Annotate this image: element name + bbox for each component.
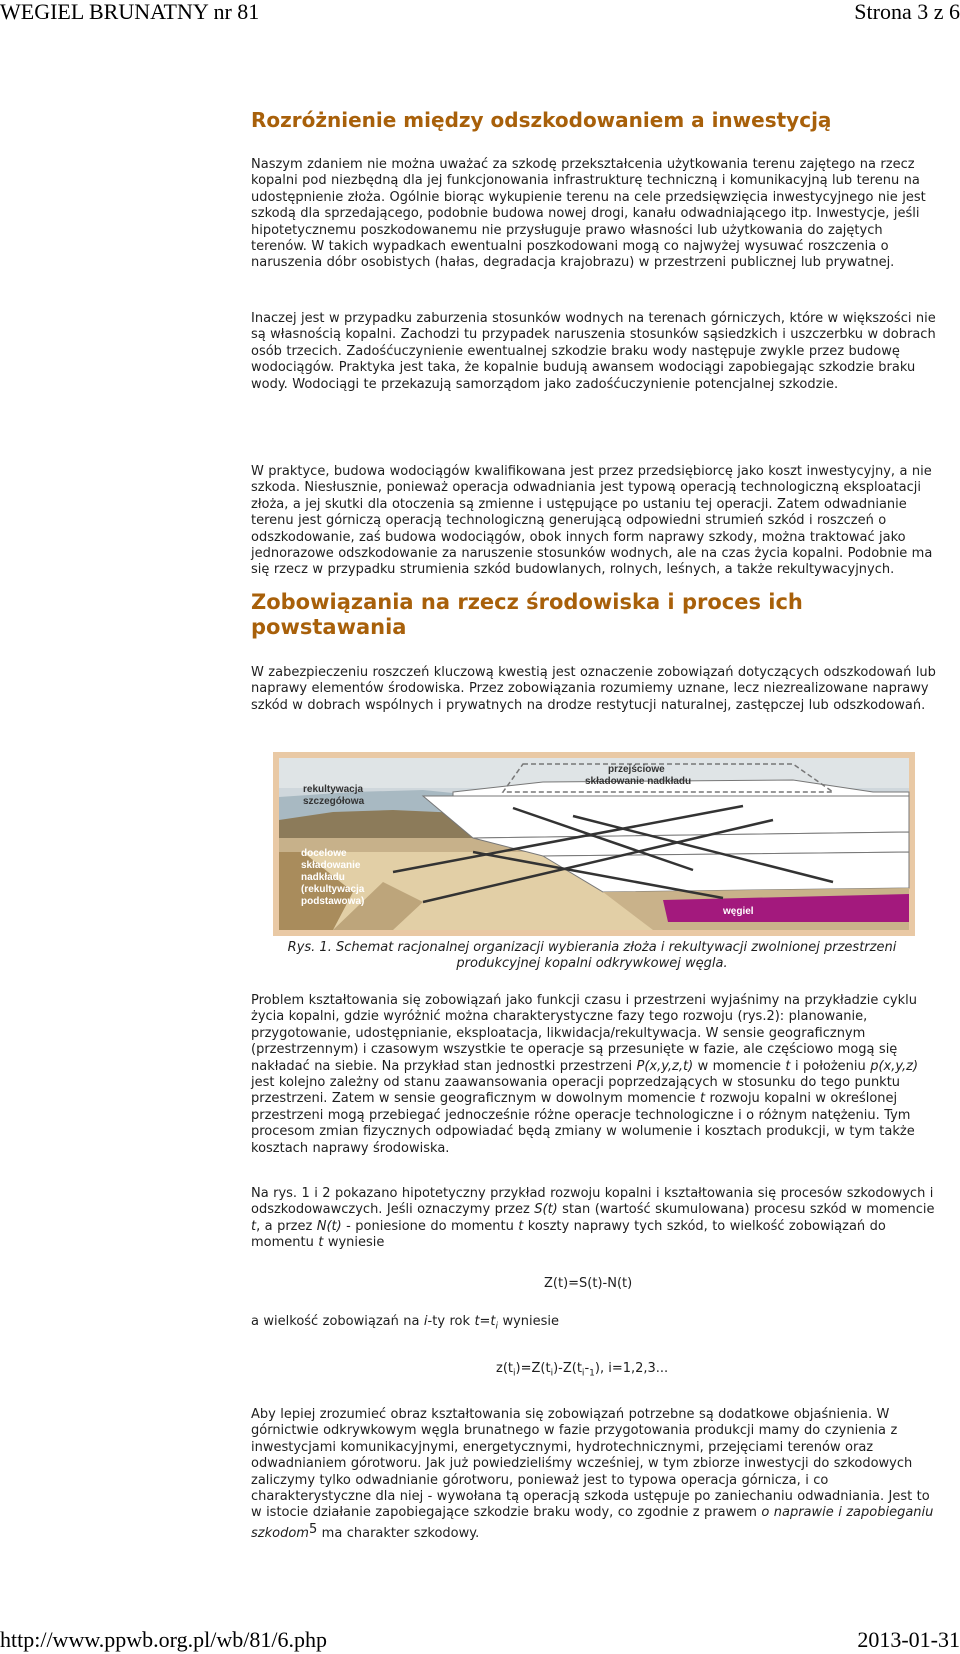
footer-url: http://www.ppwb.org.pl/wb/81/6.php xyxy=(0,1627,327,1652)
text-run: a wielkość zobowiązań na xyxy=(251,1314,424,1329)
math-symbol: t xyxy=(518,1218,524,1234)
label-przejsciowe: składowanie nadkładu xyxy=(585,776,692,787)
formula-z: Z(t)=S(t)-N(t) xyxy=(544,1276,633,1291)
text-run: )-Z(t xyxy=(553,1361,582,1376)
paragraph: Inaczej jest w przypadku zaburzenia stosunków wodnych na terenach górniczych, które w większości nie są własnością kopalni. Zachodzi tu przypadek naruszenia stosunków sąsiedzkich i uszczerbku w dobrach osób trzecich. Zadośćuczynienie ewentualnej szkodzie braku wody następuje zwykle przez budowę wodociągów. Praktyka jest taka, że kopalnie budują awansem wodociągi zapobiegając szkodzie braku wody. Wodociągi te przekazują samorządom jako zadośćuczynienie potencjalnej szkodzie. xyxy=(251,311,936,392)
text-run: wyniesie xyxy=(323,1235,385,1251)
math-symbol: S(t) xyxy=(534,1202,558,1218)
math-symbol: t xyxy=(251,1218,257,1234)
text-run: Aby lepiej zrozumieć obraz kształtowania się zobowiązań potrzebne są dodatkowe objaśnienia. W górnictwie odkrywkowym węgla brunatnego w fazie przygotowania produkcji mamy do czynienia z inwestycjami komunikacyjnymi, energetycznymi, hydrotechnicznymi, przejęciami terenów oraz odwadnianiem górotworu. Jak już powiedzieliśmy wcześniej, w tym zbiorze inwestycji do szkodowych zaliczymy tylko odwadnianie górotworu, ponieważ jest to typowa operacja górnicza, i co charakterystyczne dla niej - wywołana tą operacją szkoda ustępuje po zaniechaniu odwadniania. Jest to w istocie działanie zapobiegające szkodzie braku wody, co zgodnie z prawem xyxy=(251,1407,930,1521)
mine-schematic-diagram xyxy=(273,752,915,936)
math-subscript: i xyxy=(581,1368,585,1379)
text-run: i położeniu xyxy=(790,1058,871,1074)
text-run: ma charakter szkodowy. xyxy=(317,1525,480,1541)
label-przejsciowe: przejściowe xyxy=(608,764,665,775)
label-rekultywacja: szczegółowa xyxy=(303,796,365,807)
math-symbol: p(x,y,z) xyxy=(870,1058,919,1074)
math-symbol: t xyxy=(318,1235,324,1251)
math-symbol: t xyxy=(699,1091,706,1107)
paragraph xyxy=(251,1314,941,1335)
paragraph: Naszym zdaniem nie można uważać za szkodę przekształcenia użytkowania terenu zajętego na rzecz kopalni pod niezbędną dla jej funkcjonowania infrastrukturę techniczną i komunikacyjną lub terenu na udostępnienie złoża. Ogólnie biorąc wykupienie terenu na cele przedsięwzięcia inwestycyjnego nie jest szkodą dla sprzedającego, podobnie budowa nowej drogi, kanału odwadniającego itp. Inwestycje, jeśli hipotetycznemu poszkodowanemu nie przysługuje prawo własności lub użytkowania do zajętych terenów. W takich wypadkach ewentualni poszkodowani mogą co najwyżej wysuwać roszczenia o naruszenia dóbr osobistych (hałas, degradacja krajobrazu) w przestrzeni publicznej lub prywatnej. xyxy=(251,157,926,271)
figure-caption xyxy=(262,940,922,972)
caption-line: Rys. 1. Schemat racjonalnej organizacji wybierania złoża i rekultywacji zwolnionej przestrzeni xyxy=(287,940,897,955)
heading-line: powstawania xyxy=(251,615,407,639)
paragraph xyxy=(251,993,941,1157)
label-rekultywacja: rekultywacja xyxy=(303,784,364,795)
math-symbol: P(x,y,z,t) xyxy=(636,1058,694,1074)
label-docelowe: składowanie xyxy=(301,860,361,871)
open-pit-mine-figure xyxy=(273,752,915,936)
text-run: , a przez xyxy=(256,1218,317,1234)
math-subscript: i xyxy=(495,1321,499,1332)
math-subscript: i xyxy=(550,1368,554,1379)
paragraph xyxy=(251,1407,941,1542)
text-run: w momencie xyxy=(693,1058,786,1074)
paragraph: W praktyce, budowa wodociągów kwalifikowana jest przez przedsiębiorcę jako koszt inwestycyjny, a nie szkoda. Niesłusznie, ponieważ operacja odwadniania jest typową operacją technologiczną eksploatacji złoża, a jej skutki dla otoczenia są zmienne i ustępujące po ustaniu tej operacji. Zatem odwadnianie terenu jest górniczą operacją technologiczną generującą odpowiedni strumień szkód i roszczeń o odszkodowanie, zaś budowa wodociągów, obok innych form naprawy szkody, można traktować jako jednorazowe odszkodowanie za naruszenie stosunków wodnych, ale na czas życia kopalni. Podobnie ma się rzecz w przypadku strumienia szkód budowlanych, rolnych, leśnych, a także rekultywacyjnych. xyxy=(251,464,933,578)
footer-date: 2013-01-31 xyxy=(857,1627,960,1652)
header-journal-title: WEGIEL BRUNATNY nr 81 xyxy=(0,0,260,24)
footnote-marker: 5 xyxy=(308,1521,318,1537)
text-run: - poniesione do momentu xyxy=(341,1218,519,1234)
text-run: )=Z(t xyxy=(515,1361,551,1376)
label-docelowe: docelowe xyxy=(301,848,347,859)
paragraph xyxy=(251,1186,941,1252)
heading-line: Zobowiązania na rzecz środowiska i proces ich xyxy=(251,590,803,614)
text-run: Problem kształtowania się zobowiązań jako funkcji czasu i przestrzeni wyjaśnimy na przykładzie cyklu życia kopalni, gdzie wyróżnić można charakterystyczne fazy tego rozwoju (rys.2): planowanie, przygotowanie, udostępnianie, eksploatacja, likwidacja/rekultywacja. W sensie geograficznym (przestrzennym) i czasowym wszystkie te operacje są przesunięte w fazie, ale częściowo mogą się nakładać na siebie. Na przykład stan jednostki przestrzeni xyxy=(251,993,918,1074)
math-subscript: i xyxy=(513,1368,516,1379)
text-run: jest kolejno zależny od stanu zaawansowania operacji poprzedzających w stosunku do tego punktu przestrzeni. Zatem w sensie geograficznym w dowolnym momencie xyxy=(251,1075,901,1107)
math-symbol: N(t) xyxy=(316,1218,342,1234)
math-symbol: t xyxy=(785,1058,791,1074)
section-heading-distinction: Rozróżnienie między odszkodowaniem a inwestycją xyxy=(251,108,832,132)
math-subscript: 1 xyxy=(589,1368,595,1379)
overburden-white-area xyxy=(423,796,909,838)
text-run: wyniesie xyxy=(498,1314,560,1329)
caption-line: produkcyjnej kopalni odkrywkowej węgla. xyxy=(456,956,728,971)
text-run: ), i=1,2,3... xyxy=(594,1361,669,1376)
paragraph: W zabezpieczeniu roszczeń kluczową kwestią jest oznaczenie zobowiązań dotyczących odszkodowań lub naprawy elementów środowiska. Przez zobowiązania rozumiemy uznane, lecz niezrealizowane naprawy szkód w dobrach wspólnych i prywatnych na drodze restytucji naturalnej, zastępczej lub odszkodowań. xyxy=(251,665,936,713)
math-symbol: t=t xyxy=(474,1314,496,1329)
text-run: koszty naprawy tych szkód, to wielkość zobowiązań do momentu xyxy=(251,1218,886,1251)
text-run: z(t xyxy=(496,1361,513,1376)
label-docelowe: podstawowa) xyxy=(301,896,365,907)
text-run: - xyxy=(584,1361,590,1376)
text-run: Na rys. 1 i 2 pokazano hipotetyczny przykład rozwoju kopalni i kształtowania się procesów szkodowych i odszkodowawczych. Jeśli oznaczymy przez xyxy=(251,1186,934,1218)
label-docelowe: (rekultywacja xyxy=(301,884,365,895)
label-wegiel: węgiel xyxy=(723,906,754,917)
text-run-italic: o naprawie i zapobieganiu szkodom xyxy=(251,1505,934,1541)
formula-z-increment xyxy=(496,1361,668,1382)
text-run: stan (wartość skumulowana) procesu szkód w momencie xyxy=(557,1202,935,1218)
label-docelowe: nadkładu xyxy=(301,872,345,883)
header-page-number: Strona 3 z 6 xyxy=(854,0,960,24)
section-heading-obligations xyxy=(251,590,941,640)
text-run: rozwoju kopalni w określonej przestrzeni mogą przebiegać jednocześnie różne operacje technologiczne i o różnym natężeniu. Tym procesom zmian fizycznych odpowiadać będą zmiany w wolumenie i kosztach produkcji, w tym także kosztach naprawy środowiska. xyxy=(251,1091,915,1156)
math-symbol: i xyxy=(423,1314,428,1329)
text-run: -ty rok xyxy=(427,1314,475,1329)
excavation-middle xyxy=(543,852,909,892)
